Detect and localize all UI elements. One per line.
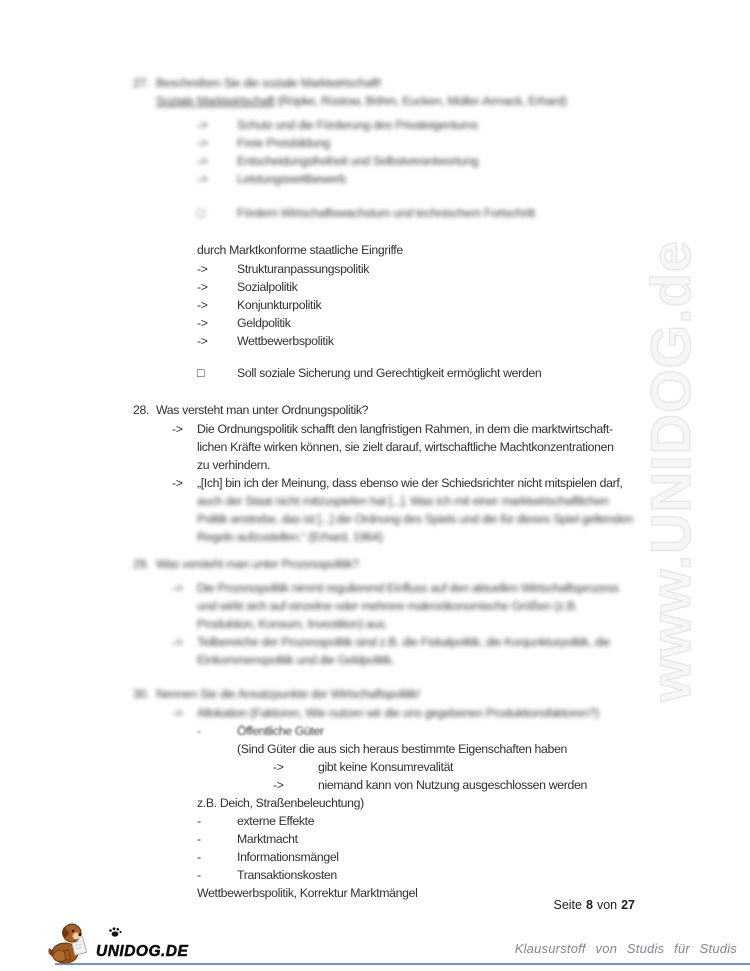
line-text: zu verhindern. [197,458,271,472]
line-text: Marktmacht [237,832,298,846]
doc-line [0,401,750,419]
doc-line [0,420,750,438]
line-text: (Sind Güter die aus sich heraus bestimmte Eigenschaften haben [237,742,567,756]
line-text: und wirkt sich auf einzelne oder mehrere makroökonomische Größen (z.B. [197,599,578,613]
doc-line [0,848,750,866]
bullet-glyph: -> [197,118,208,132]
line-text: Leistungswettbewerb [237,172,346,186]
bullet-glyph: -> [273,778,284,792]
bullet-glyph: -> [172,635,183,649]
bullet-glyph: -> [172,476,183,490]
bullet-glyph: □ [197,206,205,220]
bullet-glyph: -> [172,422,183,436]
line-text: Entscheidungsfreiheit und Selbstverantwortung [237,154,479,168]
underlined-term: Soziale Marktwirtschaft [156,94,275,108]
doc-line [0,794,750,812]
line-text: Wettbewerbspolitik, Korrektur Marktmängel [197,886,418,900]
doc-line [0,866,750,884]
question-number: 29. [133,557,150,571]
doc-line [0,474,750,492]
bullet-glyph: -> [197,262,208,276]
line-text: „[Ich] bin ich der Meinung, dass ebenso wie der Schiedsrichter nicht mitspielen darf, [197,476,623,490]
line-text: durch Marktkonforme staatliche Eingriffe [197,243,403,257]
doc-line [0,134,750,152]
bullet-glyph: -> [273,760,284,774]
bullet-glyph: -> [197,136,208,150]
line-text: Beschreiben Sie die soziale Marktwirtschaft! [156,76,382,90]
line-text: z.B. Deich, Straßenbeleuchtung) [197,796,364,810]
line-text: Die Prozesspolitik nimmt regulierend Einfluss auf den aktuellen Wirtschaftsprozess [197,581,619,595]
doc-line [0,685,750,703]
bullet-glyph: -> [172,581,183,595]
doc-line [0,241,750,259]
line-text: Geldpolitik [237,316,291,330]
footer-accent-line [55,963,750,965]
watermark-text: www.UNIDOG.de [639,240,702,702]
doc-line [0,74,750,92]
line-text: lichen Kräfte wirken können, sie zielt darauf, wirtschaftliche Machtkonzentrationen [197,440,614,454]
line-text: Schutz und die Förderung des Privateigentums [237,118,478,132]
doc-line [0,579,750,597]
doc-line [0,170,750,188]
bullet-glyph: -> [197,298,208,312]
bullet-glyph: -> [197,172,208,186]
question-number: 30. [133,687,150,701]
bullet-glyph: -> [197,334,208,348]
line-text: Soll soziale Sicherung und Gerechtigkeit ermöglicht werden [237,366,542,380]
line-text: (Röpke, Rüstow, Böhm, Eucken, Müller-Armack, Erhard) [274,94,567,108]
line-text: Fördern Wirtschaftswachstum und technischem Fortschritt [237,206,535,220]
line-text: Teilbereiche der Prozesspolitik sind z.B. die Fiskalpolitik, die Konjunkturpolitik, die [197,635,611,649]
line-text: Einkommenspolitik und die Geldpolitik. [197,653,395,667]
bullet-glyph: -> [172,706,183,720]
doc-line [0,651,750,669]
doc-line [0,152,750,170]
page-number-total: 27 [621,898,635,912]
line-text: Transaktionskosten [237,868,337,882]
doc-line [0,296,750,314]
bullet-glyph: - [197,832,201,846]
line-text: Was versteht man unter Prozesspolitik? [156,557,359,571]
doc-line [0,492,750,510]
bullet-glyph: - [197,868,201,882]
line-text: Allokation (Faktoren, Wie nutzen wir die uns gegebenen Produktionsfaktoren?) [197,706,599,720]
doc-line [0,758,750,776]
page-indicator [0,896,635,914]
dog-mascot-icon [48,924,86,963]
line-text: Informationsmängel [237,850,339,864]
doc-line [0,776,750,794]
doc-line [0,555,750,573]
logo-wordmark: UNIDOG.DE [96,943,189,960]
bullet-glyph: -> [197,154,208,168]
line-text: Regeln aufzustellen.“ (Erhard, 1964) [197,530,383,544]
line-text: auch der Staat nicht mitzuspielen hat [...]. Was ich mit einer marktwirtschaftlichen [197,494,609,508]
line-text: gibt keine Konsumrevalität [318,760,454,774]
doc-line [0,364,750,382]
page-indicator-prefix: Seite [553,898,582,912]
doc-line [0,510,750,528]
line-text: Was versteht man unter Ordnungspolitik? [156,403,369,417]
doc-line [0,204,750,222]
doc-line [0,740,750,758]
question-number: 27. [133,76,150,90]
doc-line [0,597,750,615]
bullet-glyph: - [197,814,201,828]
bullet-glyph: -> [197,280,208,294]
line-text: Konjunkturpolitik [237,298,322,312]
line-text: Die Ordnungspolitik schafft den langfristigen Rahmen, in dem die marktwirtschaft- [197,422,613,436]
question-number: 28. [133,403,150,417]
doc-line [0,260,750,278]
line-text: Öffentliche Güter [237,724,324,738]
doc-line [0,92,750,110]
bullet-glyph: -> [197,316,208,330]
bullet-glyph: - [197,724,201,738]
line-text: Wettbewerbspolitik [237,334,334,348]
doc-line [0,722,750,740]
line-text: niemand kann von Nutzung ausgeschlossen werden [318,778,587,792]
page-number-current: 8 [585,898,593,912]
doc-line [0,332,750,350]
unidog-logo [46,920,206,966]
doc-line [0,116,750,134]
line-text: Politik anstrebe, das ist [...] die Ordnung des Spiels und die für dieses Spiel geltenden [197,512,633,526]
page-indicator-connector: von [596,898,618,912]
doc-line [0,438,750,456]
doc-line [0,633,750,651]
doc-line [0,615,750,633]
line-text: Freie Preisbildung [237,136,330,150]
doc-line [0,314,750,332]
doc-line [0,830,750,848]
doc-line [0,704,750,722]
paw-print-icon [109,927,121,936]
doc-line [0,812,750,830]
bullet-glyph: - [197,850,201,864]
doc-line [0,528,750,546]
bullet-glyph: □ [197,366,205,380]
line-text: Nennen Sie die Ansatzpunkte der Wirtschaftspolitik! [156,687,420,701]
line-text: Sozialpolitik [237,280,298,294]
doc-line [0,278,750,296]
line-text: Strukturanpassungspolitik [237,262,370,276]
doc-line [0,456,750,474]
line-text: externe Effekte [237,814,315,828]
footer-tagline: Klausurstoff von Studis für Studis [514,941,737,956]
line-text: Produktion, Konsum, Investition) aus. [197,617,388,631]
